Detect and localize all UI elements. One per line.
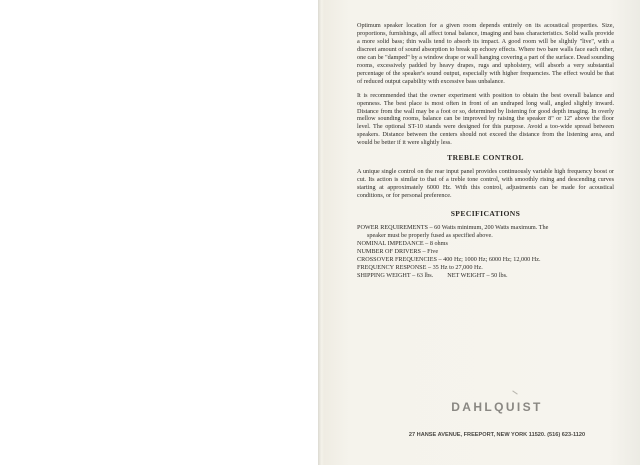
- treble-control-heading: TREBLE CONTROL: [447, 153, 524, 163]
- treble-control-text: A unique single control on the rear input panel provides continuously variable high frequency boost or cut. Its action is similar to that of a treble tone control, with smoothly rising and descending curves starting at approximately 6000 Hz. With this control, adjustments can be made for acoustical conditions, or for personal preference.: [357, 168, 614, 200]
- spec-crossover: CROSSOVER FREQUENCIES – 400 Hz; 1000 Hz; 6000 Hz; 12,000 Hz.: [357, 255, 541, 263]
- specifications-heading: SPECIFICATIONS: [450, 209, 521, 219]
- spec-drivers: NUMBER OF DRIVERS – Five: [357, 247, 439, 255]
- brand-logo: DAHLQUIST: [451, 400, 543, 414]
- left-page: [0, 0, 318, 465]
- paragraph-room-acoustics: Optimum speaker location for a given room depends entirely on its acoustical properties. Size, proportions, furnishings, all affect tonal balance, imaging and bass characteristics. Solid walls provide a more solid bass; thin walls tend to absorb its impact. A good room will be slightly "live", with a discreet amount of sound absorption to break up echoey effects. Where two bare walls face each other, one can be "damped" by a window drape or wall hanging covering a part of the surface. Dead sounding rooms, excessively padded by heavy drapes, rugs and upholstery, will absorb a very substantial percentage of the speaker's sound output, especially with higher frequencies. The effect would be that of reduced output capability with excessive bass unbalance.: [357, 22, 614, 85]
- spec-impedance: NOMINAL IMPEDANCE – 8 ohms: [357, 240, 448, 248]
- spec-net-weight: NET WEIGHT – 50 lbs.: [447, 271, 508, 279]
- paragraph-placement: It is recommended that the owner experiment with position to obtain the best overall balance and openness. The best place is most often in front of an undraped long wall, angled slightly inward. Distance from the wall may be a foot or so, determined by listening for good depth imaging. In overly mellow sounding rooms, balance can be improved by raising the speaker 8" or 12" above the floor level. The optional ST-10 stands were designed for this purpose. Avoid a too-wide spread between speakers. Distance between the centers should not exceed the distance from the listening area, and would be better if it were slightly less.: [357, 91, 614, 147]
- spec-power-continued: speaker must be properly fused as specified above.: [367, 232, 493, 240]
- spec-shipping-weight: SHIPPING WEIGHT – 63 lbs.: [357, 271, 434, 279]
- document-body: [357, 22, 614, 280]
- company-address: 27 HANSE AVENUE, FREEPORT, NEW YORK 11520. (516) 623-1120: [408, 432, 586, 438]
- spec-response: FREQUENCY RESPONSE – 35 Hz to 27,000 Hz.: [357, 263, 483, 271]
- spec-weights: [357, 272, 614, 280]
- spec-power: POWER REQUIREMENTS – 60 Watts minimum, 200 Watts maximum. The: [357, 224, 549, 232]
